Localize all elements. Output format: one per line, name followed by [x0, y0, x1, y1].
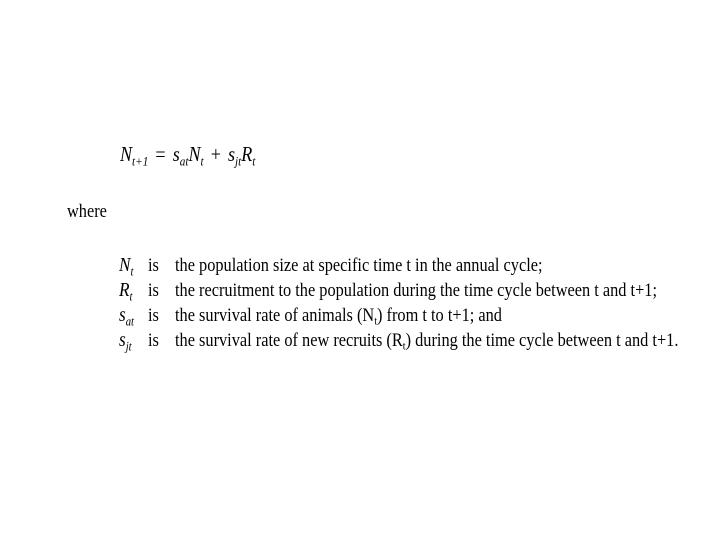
- eq-term1-coef-sub: at: [179, 153, 189, 169]
- population-equation: [120, 142, 255, 170]
- eq-term2-coef-sub: jt: [235, 153, 242, 169]
- text-subscript: t: [374, 314, 378, 328]
- eq-lhs-sub: t+1: [132, 153, 149, 169]
- text-part: the survival rate of new recruits (R: [175, 330, 403, 351]
- symbol-letter: s: [119, 329, 126, 351]
- definition-text: [175, 330, 678, 354]
- symbol-subscript: at: [125, 314, 134, 329]
- eq-term1-var-sub: t: [200, 153, 204, 169]
- text-subscript: t: [402, 339, 406, 353]
- definition-symbol: [119, 329, 132, 354]
- symbol-subscript: t: [130, 264, 134, 279]
- symbol-letter: N: [119, 254, 131, 276]
- eq-term1-var: N: [188, 142, 201, 166]
- eq-term2-coef: s: [227, 142, 236, 166]
- definition-symbol: [119, 279, 132, 304]
- eq-term2-var-sub: t: [252, 153, 256, 169]
- eq-lhs-var: N: [120, 142, 133, 166]
- definition-symbol: [119, 254, 133, 279]
- symbol-letter: R: [119, 279, 130, 301]
- is-word: is: [148, 280, 159, 301]
- is-word: is: [148, 330, 159, 351]
- eq-term2-var: R: [241, 142, 253, 166]
- definition-text: the population size at specific time t in the annual cycle;: [175, 255, 543, 276]
- is-word: is: [148, 305, 159, 326]
- is-word: is: [148, 255, 159, 276]
- text-part: ) during the time cycle between t and t+1.: [405, 330, 679, 351]
- definition-symbol: [119, 304, 134, 329]
- eq-equals: =: [155, 142, 166, 166]
- where-label: where: [67, 201, 107, 222]
- eq-term1-coef: s: [172, 142, 180, 166]
- symbol-subscript: t: [129, 289, 133, 304]
- definition-text: [175, 305, 502, 329]
- symbol-subscript: jt: [125, 339, 132, 354]
- symbol-letter: s: [119, 304, 126, 326]
- text-part: ) from t to t+1; and: [377, 305, 502, 326]
- text-part: the survival rate of animals (N: [175, 305, 375, 326]
- eq-plus: +: [210, 142, 221, 166]
- definition-text: the recruitment to the population during the time cycle between t and t+1;: [175, 280, 658, 301]
